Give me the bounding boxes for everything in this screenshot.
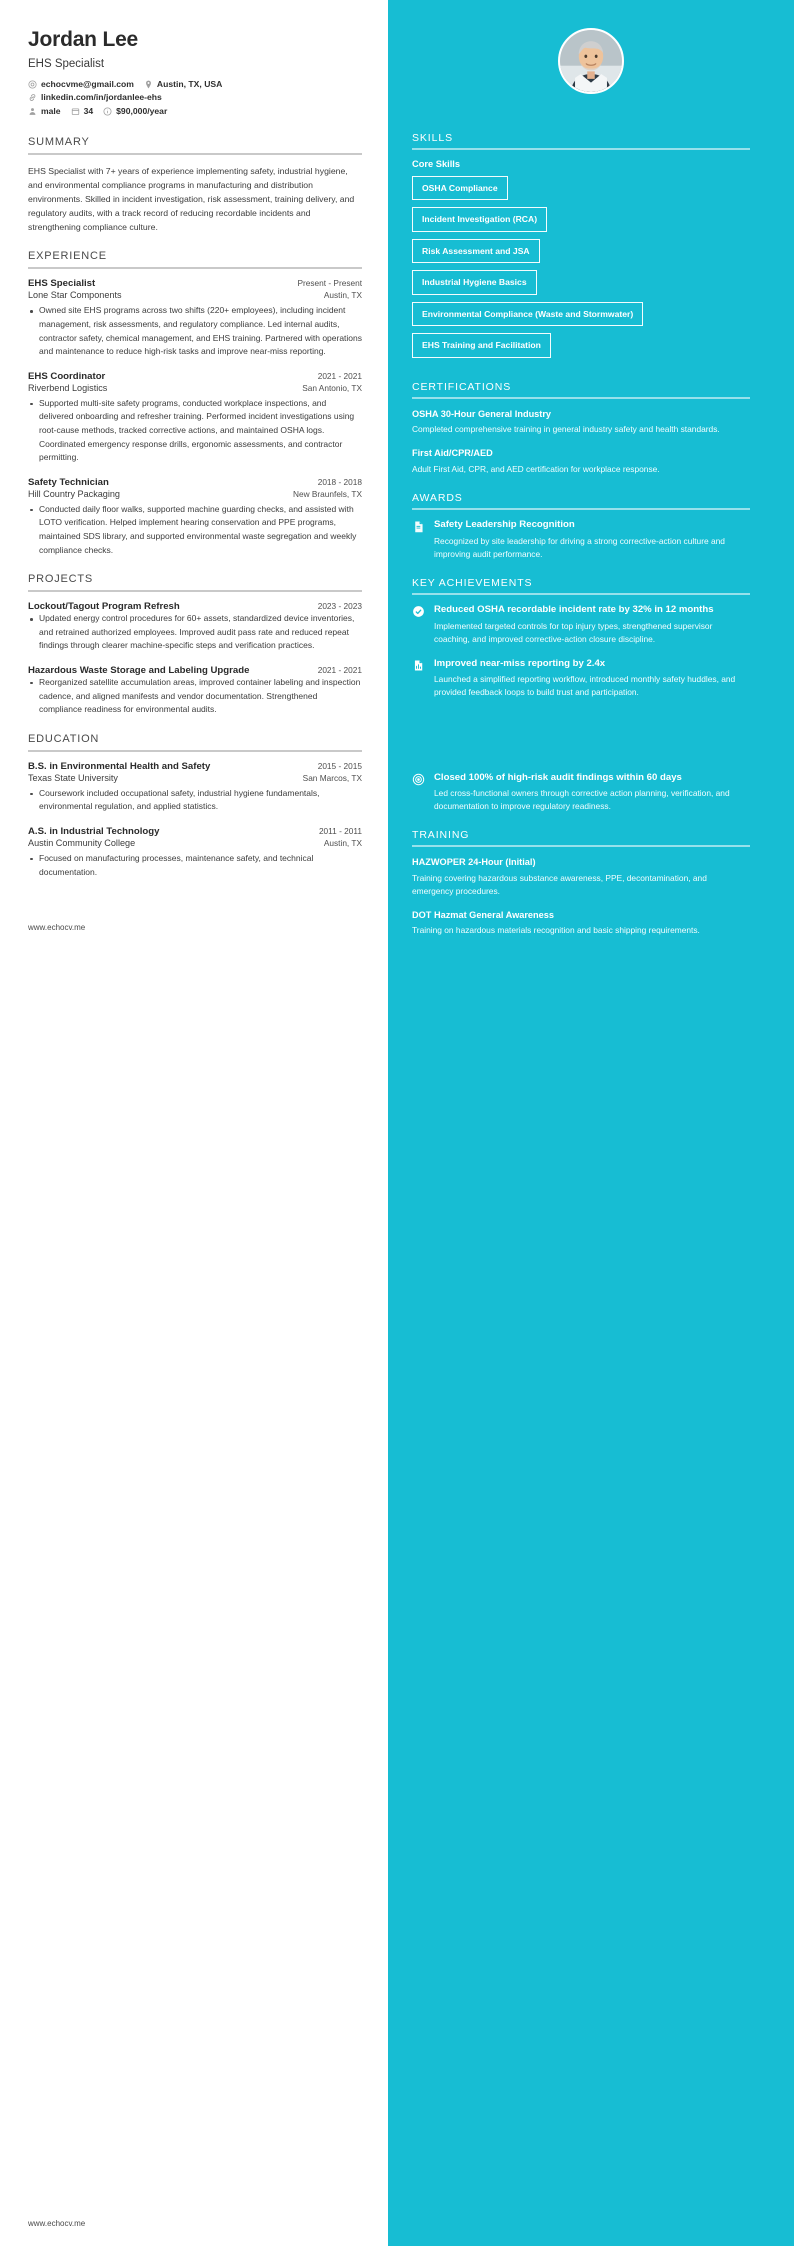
footer-url-bottom[interactable]: www.echocv.me [28,2219,86,2228]
achievement-desc: Implemented targeted controls for top injury types, strengthened supervisor coaching, and improved corrective-action closure discipline. [434,620,713,644]
entry-dates: 2023 - 2023 [317,601,362,612]
entry-bullets [28,612,362,653]
certification-name: OSHA 30-Hour General Industry [412,408,552,419]
sidebar-divider [412,508,750,510]
summary-text: EHS Specialist with 7+ years of experience implementing safety, industrial hygiene, and environmental compliance programs in manufacturing and distribution environments. Skilled in incident investigation, risk assessment, training delivery, and regulatory audits, with a track record of reducing recordable incidents and strengthening compliance culture. [28,166,355,233]
achievement-name: Reduced OSHA recordable incident rate by 32% in 12 months [434,603,714,615]
headline: EHS Specialist [28,58,105,70]
award-item [412,519,750,561]
section-divider [28,267,362,269]
person-icon [28,107,37,116]
contact-salary-text: $90,000/year [116,106,168,116]
entry-role: EHS Coordinator [28,370,106,382]
main-column [0,0,388,2246]
project-name: Lockout/Tagout Program Refresh [28,601,180,613]
entry-sub [28,383,362,393]
email-icon [28,80,37,89]
training-item [412,909,750,937]
education-degree: A.S. in Industrial Technology [28,825,160,837]
entry-location: Austin, TX [323,290,362,301]
sidebar-divider [412,593,750,595]
skill-chip[interactable]: Environmental Compliance (Waste and Stormwater) [412,302,643,326]
experience-entry [28,371,362,465]
section-title-summary: SUMMARY [28,136,90,148]
education-entry [28,826,362,879]
training-name: HAZWOPER 24-Hour (Initial) [412,857,536,868]
link-icon [28,93,37,102]
entry-bullets [28,676,362,717]
training-item [412,856,750,897]
contact-gender [28,106,61,116]
entry-head [28,477,362,488]
location-pin-icon [144,80,153,89]
sidebar-section-title-key-achievements: KEY ACHIEVEMENTS [412,576,533,589]
entry-dates: 2015 - 2015 [317,760,362,771]
entry-location: San Antonio, TX [302,382,362,393]
entry-head [28,826,362,837]
award-body [434,519,750,561]
section-title-projects: PROJECTS [28,573,94,586]
sidebar-divider [412,148,750,150]
contact-email[interactable] [28,79,134,89]
entry-org: Lone Star Components [28,290,122,301]
calendar-icon [71,107,80,116]
entry-org: Riverbend Logistics [28,382,108,393]
bullseye-icon [412,773,425,786]
sidebar-divider [412,845,750,847]
skills-subhead: Core Skills [412,159,461,169]
avatar-wrap [388,0,794,116]
list-item: Owned site EHS programs across two shifts (220+ employees), including incident management, risk assessments, and regulatory compliance. Led internal audits, contractor safety, chemical management, and EHS training. Partnered with operations and maintenance to reduce high-risk tasks and improve near-miss reporting. [28,304,362,358]
sidebar [388,0,794,2246]
achievement-desc: Led cross-functional owners through corrective action planning, verification, and documentation to improve regulatory readiness. [434,788,730,812]
entry-sub [28,290,362,300]
list-item: Focused on manufacturing processes, maintenance safety, and technical documentation. [28,852,362,879]
education-school: Austin Community College [28,837,136,848]
entry-role: Safety Technician [28,476,109,488]
achievement-body [434,604,750,646]
entry-dates: 2021 - 2021 [317,664,362,675]
experience-entry [28,278,362,358]
entry-sub [28,489,362,499]
list-item: Supported multi-site safety programs, conducted workplace inspections, and delivered onboarding and refresher training. Performed incident investigations using root-cause methods, tracked corrective actions, and maintained OSHA logs. Coordinated emergency response drills, ergonomic assessments, and contractor permitting. [28,397,362,465]
achievement-item [412,604,750,646]
page-title: Jordan Lee [28,28,139,51]
training-desc: Training on hazardous materials recognition and basic shipping requirements. [412,925,700,936]
project-entry [28,665,362,717]
achievement-item [412,772,750,814]
contact-linkedin-text: linkedin.com/in/jordanlee-ehs [41,92,162,102]
info-icon [103,107,112,116]
sidebar-section-title-training: TRAINING [412,829,470,842]
achievement-desc: Launched a simplified reporting workflow, introduced monthly safety huddles, and provided feedback loops to build trust and participation. [434,674,736,698]
list-item: Coursework included occupational safety, industrial hygiene fundamentals, environmental regulation, and applied statistics. [28,787,362,814]
training-desc: Training covering hazardous substance awareness, PPE, decontamination, and emergency procedures. [412,872,707,896]
entry-head [28,278,362,289]
skill-chip[interactable]: Incident Investigation (RCA) [412,207,547,231]
contact-salary [103,106,167,116]
entry-bullets [28,397,362,465]
project-name: Hazardous Waste Storage and Labeling Upgrade [28,664,250,676]
achievement-name: Closed 100% of high-risk audit findings within 60 days [434,771,682,783]
entry-dates: 2021 - 2021 [317,370,362,381]
entry-head [28,371,362,382]
contact-row-1 [28,79,362,102]
skill-chip-list [412,176,750,365]
skill-chip[interactable]: Industrial Hygiene Basics [412,270,537,294]
certification-desc: Completed comprehensive training in general industry safety and health standards. [412,424,720,435]
entry-location: New Braunfels, TX [292,488,362,499]
sidebar-divider [412,397,750,399]
contact-age [71,106,94,116]
entry-dates: 2011 - 2011 [318,825,362,836]
skill-chip[interactable]: Risk Assessment and JSA [412,239,540,263]
entry-head [28,665,362,676]
certification-desc: Adult First Aid, CPR, and AED certification for workplace response. [412,463,660,474]
entry-bullets [28,852,362,879]
document-chart-icon [412,659,425,672]
entry-bullets [28,304,362,358]
achievement-name: Improved near-miss reporting by 2.4x [434,657,606,669]
entry-sub [28,838,362,848]
contact-linkedin[interactable] [28,92,162,102]
project-entry [28,601,362,653]
skill-chip[interactable]: EHS Training and Facilitation [412,333,551,357]
certification-item [412,408,750,436]
award-name: Safety Leadership Recognition [434,518,575,530]
contact-age-text: 34 [83,106,94,116]
sidebar-section-title-awards: AWARDS [412,491,463,504]
contact-location [144,79,222,89]
entry-head [28,761,362,772]
section-divider [28,590,362,592]
list-item: Conducted daily floor walks, supported machine guarding checks, and assisted with LOTO verification. Helped implement hearing conservation and PPE programs, maintained SDS library, and supported environmental waste segregation and weekly compliance checks. [28,503,362,557]
sidebar-spacer [412,712,750,772]
target-circle-icon [412,605,425,618]
section-title-experience: EXPERIENCE [28,250,107,263]
training-name: DOT Hazmat General Awareness [412,909,554,920]
entry-head [28,601,362,612]
list-item: Updated energy control procedures for 60+ assets, standardized device inventories, and retrained authorized employees. Improved audit pass rate and reduced repeat findings through clearer machine-specific steps and verification practices. [28,612,362,653]
entry-location: Austin, TX [323,837,362,848]
achievement-body [434,772,750,814]
sidebar-inner [388,132,794,937]
entry-dates: Present - Present [297,278,362,289]
entry-dates: 2018 - 2018 [317,476,362,487]
education-school: Texas State University [28,772,118,783]
entry-bullets [28,787,362,814]
achievement-body [434,658,750,700]
contact-location-text: Austin, TX, USA [156,79,223,89]
skill-chip[interactable]: OSHA Compliance [412,176,508,200]
contact-gender-text: male [41,106,61,116]
certification-name: First Aid/CPR/AED [412,448,493,459]
list-item: Reorganized satellite accumulation areas, improved container labeling and inspection cadence, and aligned manifests and vendor documentation. Strengthened compliance readiness for environmental audits. [28,676,362,717]
section-divider [28,750,362,752]
award-desc: Recognized by site leadership for driving a strong corrective-action culture and improving audit performance. [434,535,725,559]
contact-row-2 [28,106,362,116]
entry-role: EHS Specialist [28,278,96,290]
certification-item [412,447,750,475]
education-entry [28,761,362,814]
section-divider [28,153,362,155]
contact-block [28,79,362,116]
footer-url[interactable]: www.echocv.me [28,923,86,933]
contact-email-text: echocvme@gmail.com [41,79,134,89]
avatar [558,28,624,94]
section-title-education: EDUCATION [28,732,100,745]
sidebar-section-title-skills: SKILLS [412,132,454,144]
entry-location: San Marcos, TX [302,772,362,783]
experience-entry [28,477,362,557]
entry-org: Hill Country Packaging [28,488,120,499]
entry-sub [28,773,362,783]
award-badge-icon [412,520,425,533]
sidebar-section-title-certifications: CERTIFICATIONS [412,380,512,393]
education-degree: B.S. in Environmental Health and Safety [28,760,211,772]
achievement-item [412,658,750,700]
entry-bullets [28,503,362,557]
